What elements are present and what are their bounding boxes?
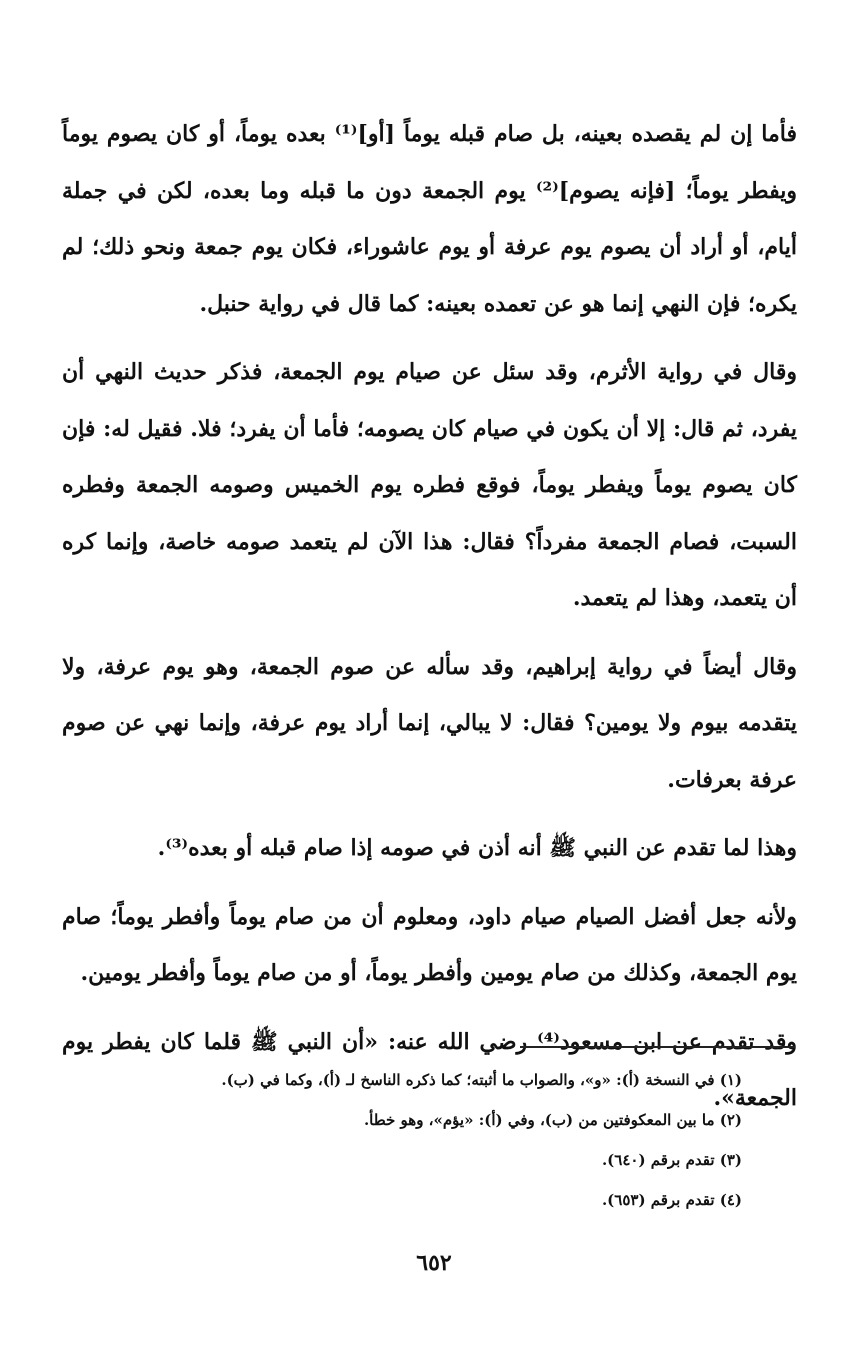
footnotes — [62, 1060, 742, 1220]
footnote-3: (٣) تقدم برقم (٦٤٠). — [601, 1151, 742, 1169]
footnote-separator — [520, 1046, 795, 1048]
paragraph-6: وقد تقدم عن ابن مسعود⁽⁴⁾ رضي الله عنه: «أن النبي ﷺ قلما كان يفطر يوم الجمعة». — [62, 1028, 797, 1111]
paragraph-5: ولأنه جعل أفضل الصيام صيام داود، ومعلوم أن من صام يوماً وأفطر يوماً؛ صام يوم الجمعة، وكذلك من صام يومين وأفطر يوماً، أو من صام يوماً وأفطر يومين. — [62, 903, 797, 986]
footnote-4: (٤) تقدم برقم (٦٥٣). — [601, 1191, 742, 1209]
paragraph-2: وقال في رواية الأثرم، وقد سئل عن صيام يوم الجمعة، فذكر حديث النهي أن يفرد، ثم قال: إلا أن يكون في صيام كان يصومه؛ فأما أن يفرد؛ فلا. فقيل له: فإن كان يصوم يوماً ويفطر يوماً، فوقع فطره يوم الخميس وصومه الجمعة وفطره السبت، فصام الجمعة مفرداً؟ فقال: هذا الآن لم يتعمد صومه خاصة، وإنما كره أن يتعمد، وهذا لم يتعمد. — [62, 359, 797, 611]
page-number: ٦٥٢ — [416, 1250, 452, 1276]
footnote-2: (٢) ما بين المعكوفتين من (ب)، وفي (أ): «يؤم»، وهو خطأ. — [363, 1111, 742, 1129]
paragraph-3: وقال أيضاً في رواية إبراهيم، وقد سأله عن صوم الجمعة، وهو يوم عرفة، ولا يتقدمه بيوم ولا يومين؟ فقال: لا يبالي، إنما أراد يوم عرفة، وإنما نهي عن صوم عرفة بعرفات. — [62, 653, 797, 793]
paragraph-1: فأما إن لم يقصده بعينه، بل صام قبله يوماً [أو]⁽¹⁾ بعده يوماً، أو كان يصوم يوماً ويفطر يوماً؛ [فإنه يصوم]⁽²⁾ يوم الجمعة دون ما قبله وما بعده، لكن في جملة أيام، أو أراد أن يصوم يوم عرفة أو يوم عاشوراء، فكان يوم جمعة ونحو ذلك؛ لم يكره؛ فإن النهي إنما هو عن تعمده بعينه: كما قال في رواية حنبل. — [62, 121, 797, 317]
paragraph-4: وهذا لما تقدم عن النبي ﷺ أنه أذن في صومه إذا صام قبله أو بعده⁽³⁾. — [157, 835, 797, 861]
footnote-1: (١) في النسخة (أ): «و»، والصواب ما أثبته؛ كما ذكره الناسخ لـ (أ)، وكما في (ب). — [221, 1071, 742, 1089]
main-text — [62, 106, 797, 1139]
